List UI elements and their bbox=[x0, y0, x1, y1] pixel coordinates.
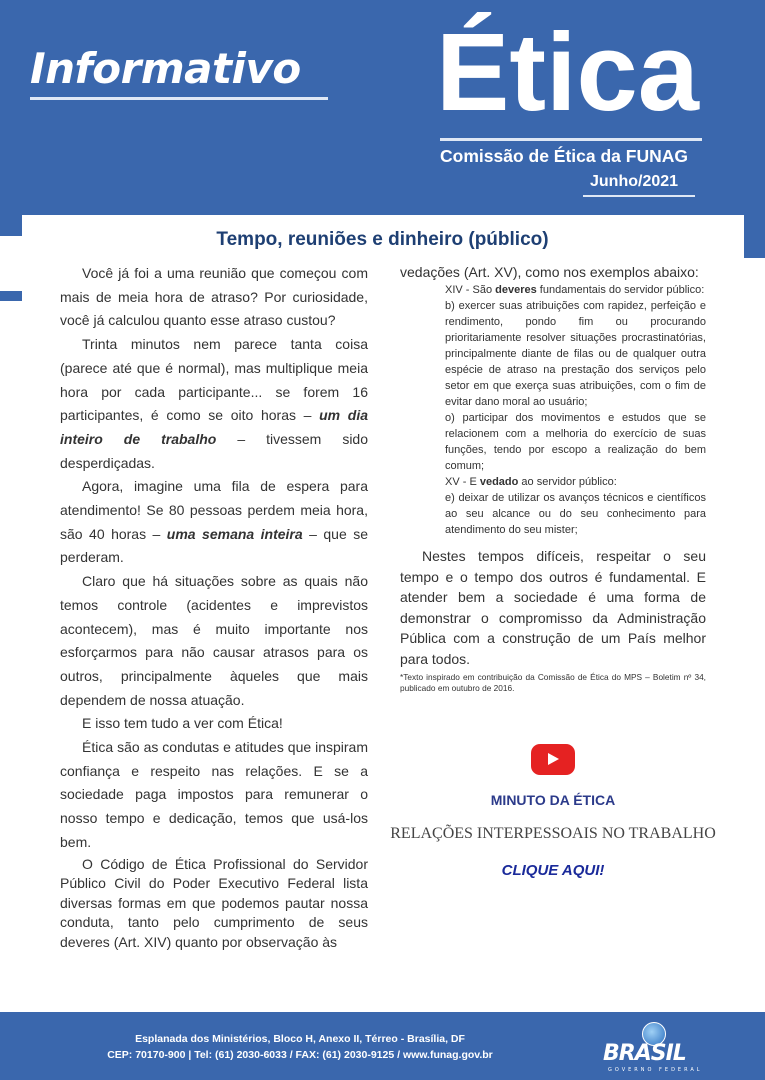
quote-item: e) deixar de utilizar os avanços técnicos e científicos ao seu alcance ou do seu conhecimento para atendimento do seu mister; bbox=[445, 492, 706, 536]
emphasis: deveres bbox=[495, 284, 537, 296]
quote-item bbox=[445, 282, 706, 298]
logo-subtext: GOVERNO FEDERAL bbox=[608, 1067, 703, 1073]
commission-name: Comissão de Ética da FUNAG bbox=[440, 146, 688, 166]
right-column bbox=[390, 262, 716, 880]
quote-item bbox=[445, 474, 706, 490]
emphasis: vedado bbox=[479, 476, 519, 488]
paragraph bbox=[60, 475, 368, 570]
text: Agora, imagine uma fila de espera para atendimento! Se 80 pessoas perdem meia hora, são 40 horas – bbox=[60, 478, 368, 542]
emphasis: uma semana inteira bbox=[166, 525, 303, 542]
youtube-play-icon[interactable] bbox=[531, 744, 575, 775]
paragraph: O Código de Ética Profissional do Servidor Público Civil do Poder Executivo Federal lista diversas formas em que podemos pautar nossa conduta, tanto pelo cumprimento de seus deveres (Art. XIV) quanto por observação às bbox=[60, 855, 368, 950]
divider bbox=[440, 138, 702, 141]
text: XIV - São bbox=[445, 284, 496, 296]
quote-item: o) participar dos movimentos e estudos que se relacionem com a melhoria do exercício de suas funções, tendo por escopo a realização do bem comum; bbox=[445, 412, 706, 472]
paragraph bbox=[60, 333, 368, 475]
footnote: *Texto inspirado em contribuição da Comissão de Ética do MPS – Boletim nº 34, publicado em outubro de 2016. bbox=[400, 672, 706, 693]
article-title: Tempo, reuniões e dinheiro (público) bbox=[216, 229, 549, 250]
text: ao servidor público: bbox=[518, 476, 617, 488]
left-column bbox=[60, 262, 368, 952]
text: Trinta minutos nem parece tanta coisa (parece até que é normal), mas multiplique meia hora por cada participante... se forem 16 participantes, é como se oito horas – bbox=[60, 336, 368, 424]
divider bbox=[583, 195, 695, 197]
divider bbox=[30, 97, 328, 100]
emphasis: um dia inteiro de trabalho bbox=[60, 407, 368, 447]
footer-address bbox=[20, 1031, 580, 1063]
text: – que se perderam. bbox=[60, 525, 368, 566]
informativo-heading: Informativo bbox=[30, 44, 301, 93]
video-block bbox=[390, 744, 716, 880]
address-line: Esplanada dos Ministérios, Bloco H, Anexo II, Térreo - Brasília, DF bbox=[135, 1033, 465, 1045]
text: fundamentais do servidor público: bbox=[536, 284, 705, 296]
paragraph: Claro que há situações sobre as quais não temos controle (acidentes e imprevistos acontecem), mas é muito importante nos esforçarmos para não causar atrasos para os outros, principalmente àqueles que mais dependem de nossa atuação. bbox=[60, 573, 368, 708]
etica-heading: Ética bbox=[436, 11, 699, 134]
paragraph: Ética são as condutas e atitudes que inspiram confiança e respeito nas relações. E se a sociedade paga impostos para remunerar o nosso tempo e dedicação, temos que usá-los bem. bbox=[60, 739, 368, 850]
code-quote bbox=[445, 282, 706, 538]
paragraph: vedações (Art. XV), como nos exemplos abaixo: bbox=[400, 264, 699, 280]
brasil-logo bbox=[600, 1022, 730, 1076]
text: – tivessem sido desperdiçadas. bbox=[60, 430, 369, 471]
video-subtitle: RELAÇÕES INTERPESSOAIS NO TRABALHO bbox=[390, 825, 716, 842]
contact-line: CEP: 70170-900 | Tel: (61) 2030-6033 / FAX: (61) 2030-9125 / www.funag.gov.br bbox=[107, 1049, 493, 1061]
paragraph: Você já foi a uma reunião que começou com mais de meia hora de atraso? Por curiosidade, você já calculou quanto esse atraso custou? bbox=[60, 265, 368, 329]
quote-item: b) exercer suas atribuições com rapidez, perfeição e rendimento, pondo fim ou procurando prioritariamente resolver situações procrastinatórias, principalmente diante de filas ou de qualquer outra espécie de atraso na prestação dos serviços pelo setor em que exerça suas atribuições, com o fim de evitar dano moral ao usuário; bbox=[445, 300, 706, 408]
paragraph: E isso tem tudo a ver com Ética! bbox=[82, 715, 283, 732]
text: XV - E bbox=[445, 476, 480, 488]
paragraph: Nestes tempos difíceis, respeitar o seu tempo e o tempo dos outros é fundamental. E atender bem a sociedade é uma forma de demonstrar o compromisso da Administração Pública com a construção de um País melhor para todos. bbox=[400, 548, 706, 667]
decor-strip bbox=[0, 291, 22, 301]
video-title: MINUTO DA ÉTICA bbox=[490, 792, 616, 808]
logo-text: BRASIL bbox=[603, 1041, 686, 1066]
issue-date: Junho/2021 bbox=[590, 173, 679, 190]
click-here-link[interactable]: CLIQUE AQUI! bbox=[501, 862, 605, 879]
